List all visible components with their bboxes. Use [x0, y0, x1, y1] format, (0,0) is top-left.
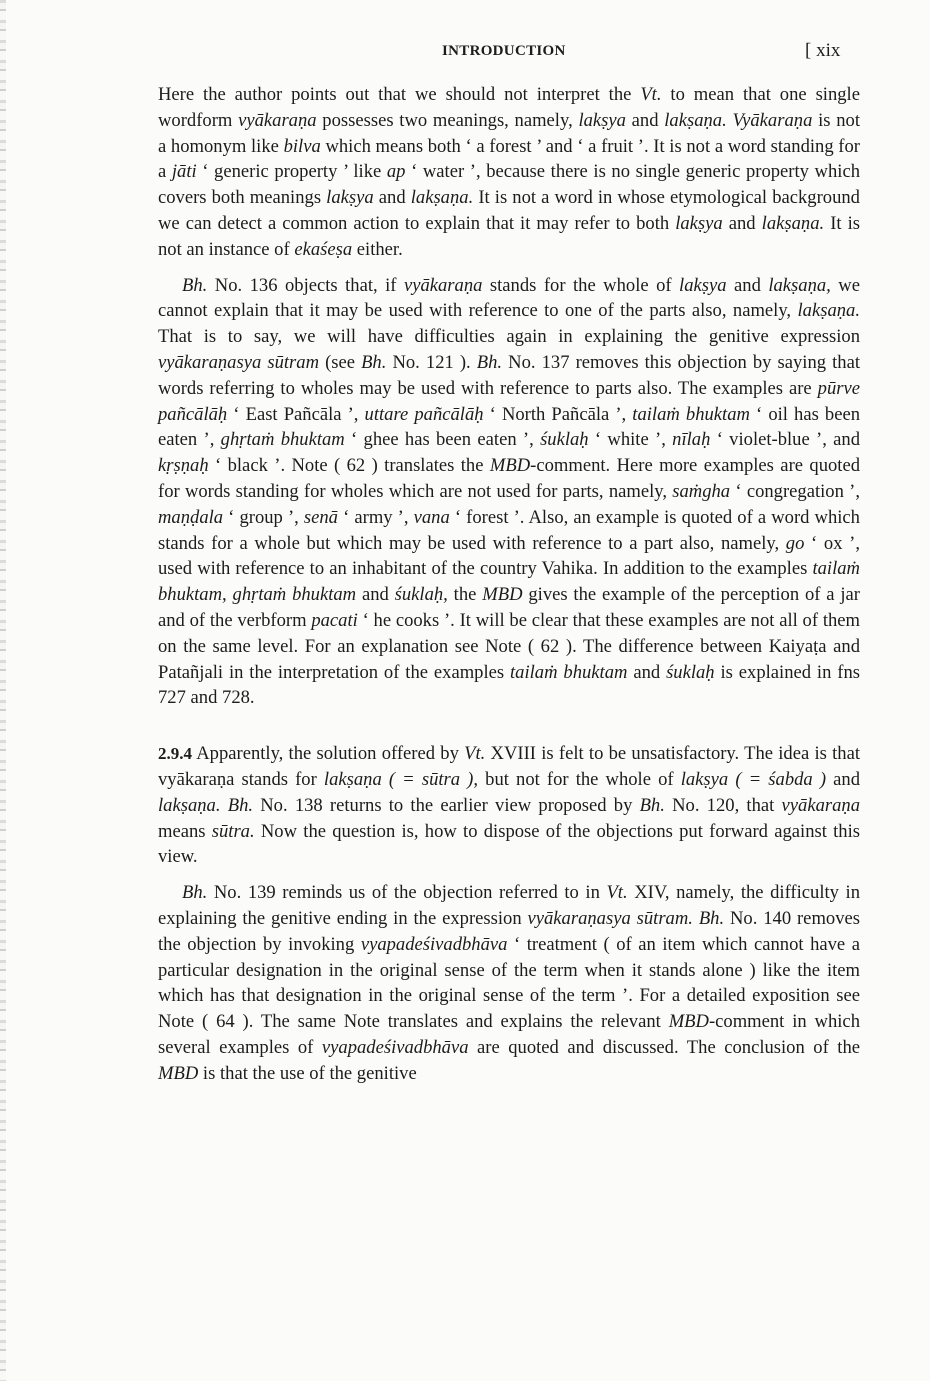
italic-term: pacati — [311, 609, 358, 631]
italic-term: uttare pañcālāḥ — [364, 403, 484, 425]
italic-term: vyākaraṇa — [238, 109, 317, 131]
italic-term: vyākaraṇasya sūtram. — [527, 907, 693, 929]
italic-term: MBD — [668, 1011, 709, 1033]
text-run: XVIII is felt to be unsatisfactory. The idea is that vyākaraṇa stands for — [158, 743, 860, 790]
italic-term: Bh. — [361, 351, 387, 373]
italic-term: pūrve pañcālāḥ — [158, 377, 860, 425]
italic-term: lakṣya — [578, 109, 626, 131]
italic-term: vyākaraṇa — [403, 274, 483, 296]
text-run: No. 136 objects that, if — [207, 274, 404, 296]
text-run: the — [447, 584, 483, 606]
italic-term: go — [785, 532, 805, 554]
text-run: ‘ black ’. Note ( 62 ) translates the — [208, 455, 490, 477]
text-run: No. 139 reminds us of the objection referred to in — [207, 882, 607, 904]
body-text — [158, 82, 860, 1086]
italic-term: sūtra. — [211, 820, 255, 842]
header-title: INTRODUCTION — [442, 43, 566, 59]
italic-term: senā — [303, 506, 338, 528]
italic-term: Bh. — [182, 882, 208, 904]
text-run: No. 121 ). — [386, 351, 477, 373]
italic-term: vyapadeśivadbhāva — [321, 1036, 469, 1058]
text-run: ‘ white ’, — [588, 429, 673, 451]
text-run: That is to say, we will have difficulties again in explaining the genitive expression — [158, 326, 860, 348]
italic-term: ap — [386, 161, 406, 183]
italic-term: vyākaraṇa — [781, 794, 861, 816]
text-run: -comment in which several examples of — [158, 1011, 860, 1058]
italic-term: śuklaḥ, — [394, 584, 448, 606]
paragraph-4 — [158, 880, 860, 1086]
text-run: and — [722, 212, 762, 234]
running-head — [0, 40, 930, 64]
text-run: we cannot explain that it may be used with reference to one of the parts also, namely, — [158, 274, 860, 322]
italic-term: MBD — [489, 455, 531, 477]
text-run: ‘ army ’, — [337, 506, 414, 528]
text-run: ‘ ox ’, used with reference to an inhabitant of the country Vahika. In addition to the examples — [158, 532, 860, 580]
text-run: ‘ East Pañcāla ’, — [227, 403, 365, 425]
text-run: ‘ North Pañcāla ’, — [483, 403, 633, 425]
italic-term: Vt. — [464, 743, 486, 765]
text-run: and — [356, 584, 395, 606]
text-run — [221, 795, 228, 816]
italic-term: lakṣaṇa. — [761, 212, 825, 234]
italic-term: maṇḍala — [158, 506, 224, 528]
page-number: [ xix — [805, 40, 841, 61]
italic-term: śuklaḥ — [540, 429, 589, 451]
text-run: Here the author points out that we should not interpret the — [158, 84, 641, 105]
italic-term: jāti — [171, 161, 197, 183]
italic-term: tailaṁ bhuktam — [632, 403, 750, 425]
text-run: is that the use of the genitive — [198, 1062, 417, 1084]
italic-term: saṁgha — [672, 480, 731, 502]
section-number: 2.9.4 — [158, 744, 192, 764]
italic-term: śuklaḥ — [666, 661, 715, 683]
italic-term: lakṣya — [326, 187, 374, 209]
text-run: No. 120, that — [664, 794, 782, 816]
italic-term: Vt. — [606, 882, 628, 904]
italic-term: lakṣaṇa. — [797, 300, 860, 322]
text-run: ‘ violet-blue ’, and — [710, 429, 861, 451]
text-run: No. 137 removes this objection by saying that words referring to wholes may be used with reference to parts also. The examples are — [158, 351, 860, 399]
text-run: ‘ forest ’. Also, an example is quoted of a word which stands for a whole but which may be used with reference to a part also, namely, — [158, 506, 860, 554]
text-run: ‘ congregation ’, — [730, 480, 860, 502]
text-run: ‘ water ’, because there is no single generic property which covers both meanings — [158, 161, 860, 209]
text-run: are quoted and discussed. The conclusion of the — [468, 1036, 860, 1058]
text-run: and — [627, 661, 667, 683]
text-run: is explained in fns 727 and 728. — [158, 661, 861, 709]
italic-term: tailaṁ bhuktam, ghṛtaṁ bhuktam — [158, 558, 860, 606]
text-run: ‘ oil has been eaten ’, — [158, 403, 861, 451]
text-run: It is not an instance of — [158, 212, 860, 260]
text-run: possesses two meanings, namely, — [316, 109, 579, 131]
italic-term: kṛṣṇaḥ — [158, 455, 209, 477]
text-run: Apparently, the solution offered by — [192, 743, 465, 765]
text-run: gives the example of the perception of a jar and of the verbform — [158, 584, 861, 631]
italic-term: bilva — [283, 135, 321, 157]
paragraph-2 — [158, 273, 860, 712]
text-run: No. 138 returns to the earlier view proposed by — [253, 794, 640, 816]
italic-term: Bh. — [182, 274, 208, 296]
italic-term: MBD — [482, 584, 523, 606]
text-run: ‘ ghee has been eaten ’, — [344, 429, 541, 451]
italic-term: lakṣaṇa. — [410, 187, 474, 209]
italic-term: Vt. — [640, 84, 662, 105]
text-run: ‘ group ’, — [223, 506, 304, 528]
text-run: ‘ he cooks ’. It will be clear that these examples are not all of them on the same level. For an explanation see Note ( 62 ). The difference between Kaiyaṭa and Patañjali in the interpretation of the examples — [158, 609, 860, 683]
italic-term: Bh. — [698, 907, 725, 929]
text-run: stands for the whole of — [482, 274, 680, 296]
scan-edge-artifact — [0, 0, 6, 1381]
italic-term: Bh. — [476, 351, 503, 373]
text-run: but not for the whole of — [478, 768, 681, 790]
italic-term: lakṣaṇa, — [768, 274, 831, 296]
italic-term: vyākaraṇasya sūtram — [158, 351, 319, 373]
text-run: (see — [319, 351, 362, 373]
italic-term: ghṛtaṁ bhuktam — [220, 429, 345, 451]
text-run: Now the question is, how to dispose of the objections put forward against this view. — [158, 820, 860, 868]
italic-term: Bh. — [639, 794, 665, 816]
text-run: and — [826, 768, 860, 790]
italic-term: Vyākaraṇa — [732, 109, 813, 131]
text-run: and — [625, 109, 665, 131]
italic-term: nīlaḥ — [672, 429, 711, 451]
text-run: which means both ‘ a forest ’ and ‘ a fruit ’. It is not a word standing for a — [158, 135, 860, 183]
text-run: ‘ generic property ’ like — [196, 161, 387, 183]
italic-term: lakṣaṇa. — [158, 794, 221, 816]
paragraph-3-section-2-9-4 — [158, 741, 860, 870]
italic-term: lakṣya — [675, 212, 723, 234]
italic-term: lakṣaṇa. — [664, 109, 727, 131]
text-run: No. 140 removes the objection by invoking — [158, 907, 860, 955]
text-run: either. — [352, 238, 403, 260]
italic-term: Bh. — [227, 794, 254, 816]
italic-term: vana — [413, 506, 450, 528]
text-run: -comment. Here more examples are quoted for words standing for wholes which are not used for parts, namely, — [158, 455, 861, 502]
italic-term: lakṣya ( = śabda ) — [680, 768, 827, 790]
text-run: It is not a word in whose etymological background we can detect a common action to explain that it may refer to both — [158, 187, 860, 234]
text-run: and — [373, 187, 411, 209]
italic-term: vyapadeśivadbhāva — [360, 933, 508, 955]
italic-term: lakṣaṇa ( = sūtra ), — [323, 768, 479, 790]
text-run: ‘ treatment ( of an item which cannot have a particular designation in the original sense of the term when it stands alone ) like the item which has that designation in the original sense of the term ’. For a detailed exposition see Note ( 64 ). The same Note translates and explains the relevant — [158, 933, 860, 1033]
italic-term: tailaṁ bhuktam — [510, 661, 628, 683]
text-run: XIV, namely, the difficulty in explaining the genitive ending in the expression — [158, 882, 860, 929]
italic-term: ekaśeṣa — [294, 238, 353, 260]
text-run: is not a homonym like — [158, 109, 860, 157]
text-run: means — [158, 820, 212, 842]
paragraph-1 — [158, 82, 860, 263]
italic-term: MBD — [158, 1062, 199, 1084]
text-run: to mean that one single wordform — [158, 84, 860, 131]
italic-term: lakṣya — [679, 274, 727, 296]
text-run: and — [726, 274, 769, 296]
